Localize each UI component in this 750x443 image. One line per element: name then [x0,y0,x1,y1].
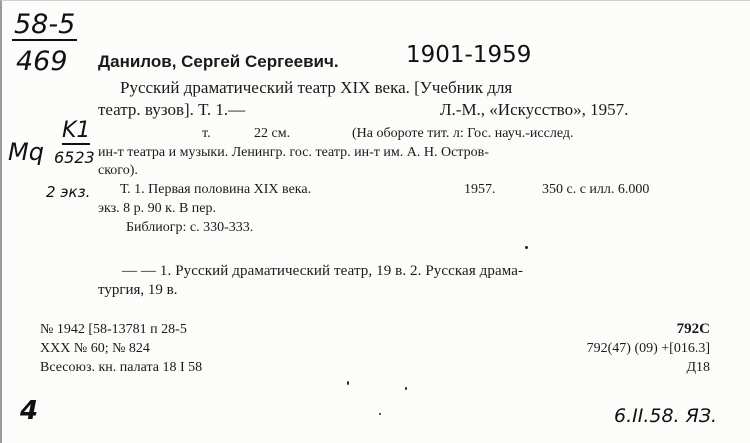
subjects-line-2: тургия, 19 в. [98,282,178,298]
volume-year: 1957. [464,182,496,197]
footer-left-3: Всесоюз. кн. палата 18 I 58 [40,360,203,375]
scan-speck [525,246,528,249]
volume-line: Т. 1. Первая половина XIX века. [120,182,312,197]
title-line-2-right: Л.-М., «Искусство», 1957. [440,100,629,119]
shelf-mark-top: 58-5 [14,9,76,40]
signature-date: 6.II.58. ЯЗ. [614,405,718,427]
shelf-mark-bottom: 469 [16,46,68,77]
classification-udc: 792(47) (09) +[016.3] [586,341,710,356]
code-bottom: 6523 [54,148,95,167]
volume-line-2: экз. 8 р. 90 к. В пер. [98,201,217,216]
footer-left-1: № 1942 [58-13781 п 28-5 [40,322,187,337]
note-line-5: ского). [98,163,138,178]
corner-mark: 4 [20,396,39,426]
bibliography-note: Библиогр: с. 330-333. [126,220,254,235]
code-prefix: Mq [8,138,44,166]
imprint-t: т. [202,126,211,141]
imprint-note: (На обороте тит. л: Гос. науч.-исслед. [352,126,574,141]
subjects-line-1: — — 1. Русский драматический театр, 19 в. 2. Русская драма- [122,263,524,279]
classification-main: 792С [676,321,710,337]
handwritten-dates: 1901-1959 [406,42,532,68]
code-top: K1 [62,118,91,143]
scan-speck [347,381,349,385]
title-line-2-left: театр. вузов]. Т. 1.— [98,100,246,119]
imprint-size: 22 см. [254,126,291,141]
title-line-1: Русский драматический театр XIX века. [Учебник для [120,78,513,97]
footer-left-2: XXX № 60; № 824 [40,341,150,356]
copies-note: 2 экз. [46,183,91,201]
note-line-4: ин-т театра и музыки. Ленингр. гос. театр. ин-т им. А. Н. Остров- [98,145,489,160]
author-name: Данилов, Сергей Сергеевич. [98,52,339,71]
volume-pages: 350 с. с илл. 6.000 [542,182,650,197]
author-mark: Д18 [686,360,710,375]
scan-speck [379,413,381,415]
scan-speck [405,387,407,390]
